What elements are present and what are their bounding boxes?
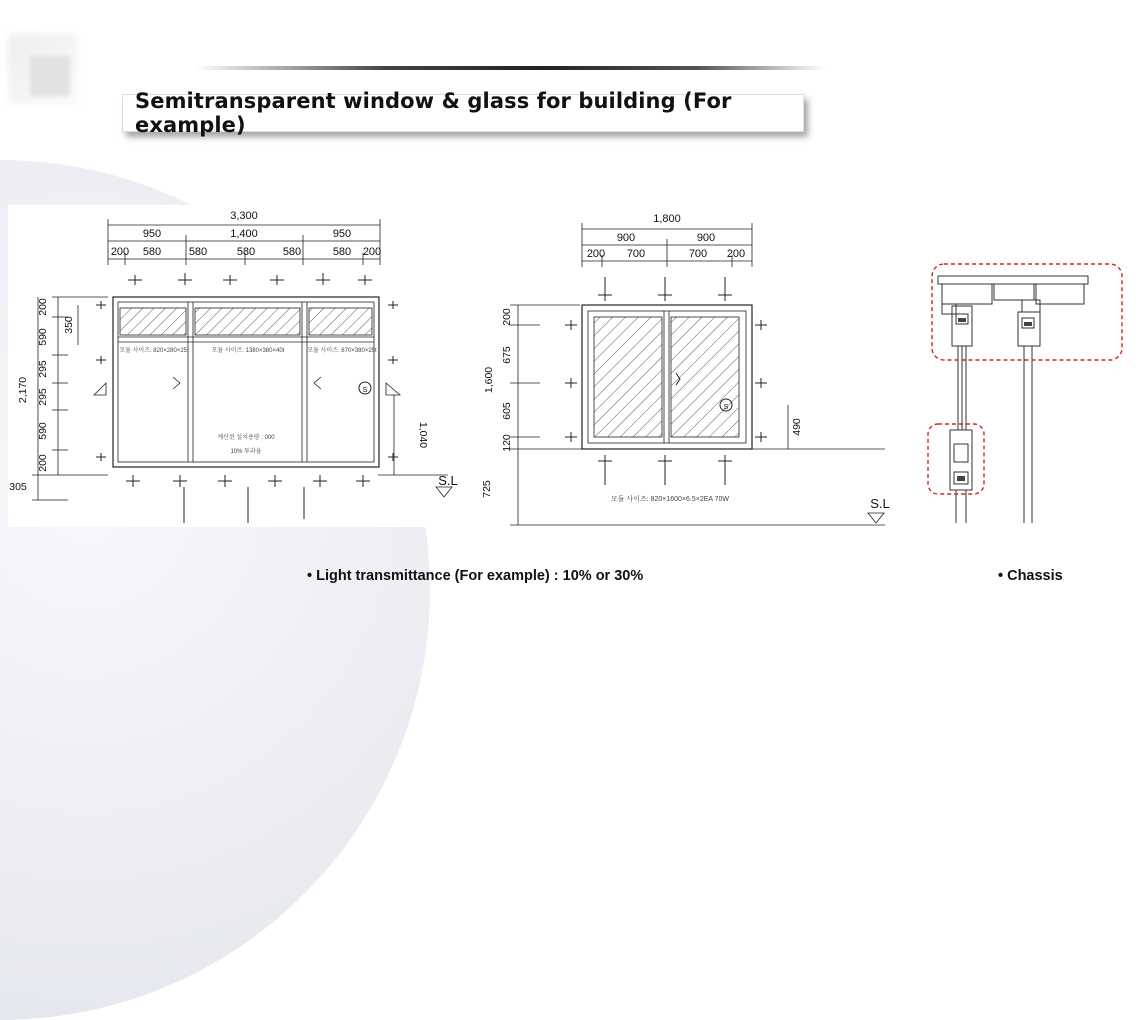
dim-left-4: 295 [37,388,49,406]
window-drawing-b-svg [470,205,890,533]
dim-left-5: 590 [37,422,49,440]
title-box [122,89,804,137]
dim-left-height-b: 1,600 [483,366,495,394]
dim-left-height: 2,170 [17,376,29,404]
chassis-drawing [922,258,1127,528]
dim-small-b-4: 200 [726,248,746,260]
dim-left-1: 200 [37,298,49,316]
sl-label-b: S.L [870,496,890,511]
dim-small-2: 580 [142,246,162,258]
s-mark-b: S [723,404,729,411]
module-label-1: 모듈 사이즈: 820×280×25t [119,348,189,354]
dim-small-7: 200 [362,246,382,258]
s-mark-a: S [362,387,368,394]
chassis-drawing-svg [922,258,1127,528]
top-rule [195,66,825,70]
dim-small-b-1: 200 [586,248,606,260]
page-title: Semitransparent window & glass for building (For example) [135,89,732,137]
dim-mid-b-2: 900 [696,232,716,244]
window-drawing-a [8,205,463,527]
dim-left-b-4: 120 [501,434,513,452]
module-label-2: 모듈 사이즈: 1380×380×40t [211,348,285,354]
center-note-2: 10% 투과율 [230,449,262,455]
dim-left-6: 200 [37,454,49,472]
dim-mid-b-1: 900 [616,232,636,244]
dim-transom: 350 [63,316,75,334]
corner-decoration-inner [30,56,70,96]
module-label-b: 모듈 사이즈: 820×1600×6.5×2EA 70W [610,496,730,503]
dim-small-3: 580 [188,246,208,258]
dim-right-b: 490 [791,418,803,436]
module-label-3: 모듈 사이즈: 870×380×25t [307,348,377,354]
dim-small-4: 580 [236,246,256,258]
dim-right: 1,040 [417,421,429,449]
dim-small-b-2: 700 [626,248,646,260]
window-drawing-a-svg [8,205,463,527]
dim-total-width-b: 1,800 [653,213,681,225]
dim-left-b-3: 605 [501,402,513,420]
dim-left-3: 295 [37,360,49,378]
dim-mid-1: 950 [142,228,162,240]
dim-left-b-2: 675 [501,346,513,364]
dim-total-width: 3,300 [230,210,258,222]
dim-mid-2: 1,400 [230,228,258,240]
dim-left-2: 590 [37,328,49,346]
dim-left-b-5: 725 [481,480,493,498]
dim-left-7: 305 [9,481,27,493]
sl-label-a: S.L [438,473,458,488]
dim-small-b-3: 700 [688,248,708,260]
caption-light-transmittance: • Light transmittance (For example) : 10% or 30% [307,568,644,584]
window-drawing-b [470,205,890,533]
caption-chassis: • Chassis [998,568,1063,584]
dim-small-5: 580 [282,246,302,258]
dim-small-6: 580 [332,246,352,258]
dim-left-b-1: 200 [501,308,513,326]
dim-mid-3: 950 [332,228,352,240]
dim-small-1: 200 [110,246,130,258]
center-note-1: 계산된 설치용량 : 000 [217,435,275,441]
